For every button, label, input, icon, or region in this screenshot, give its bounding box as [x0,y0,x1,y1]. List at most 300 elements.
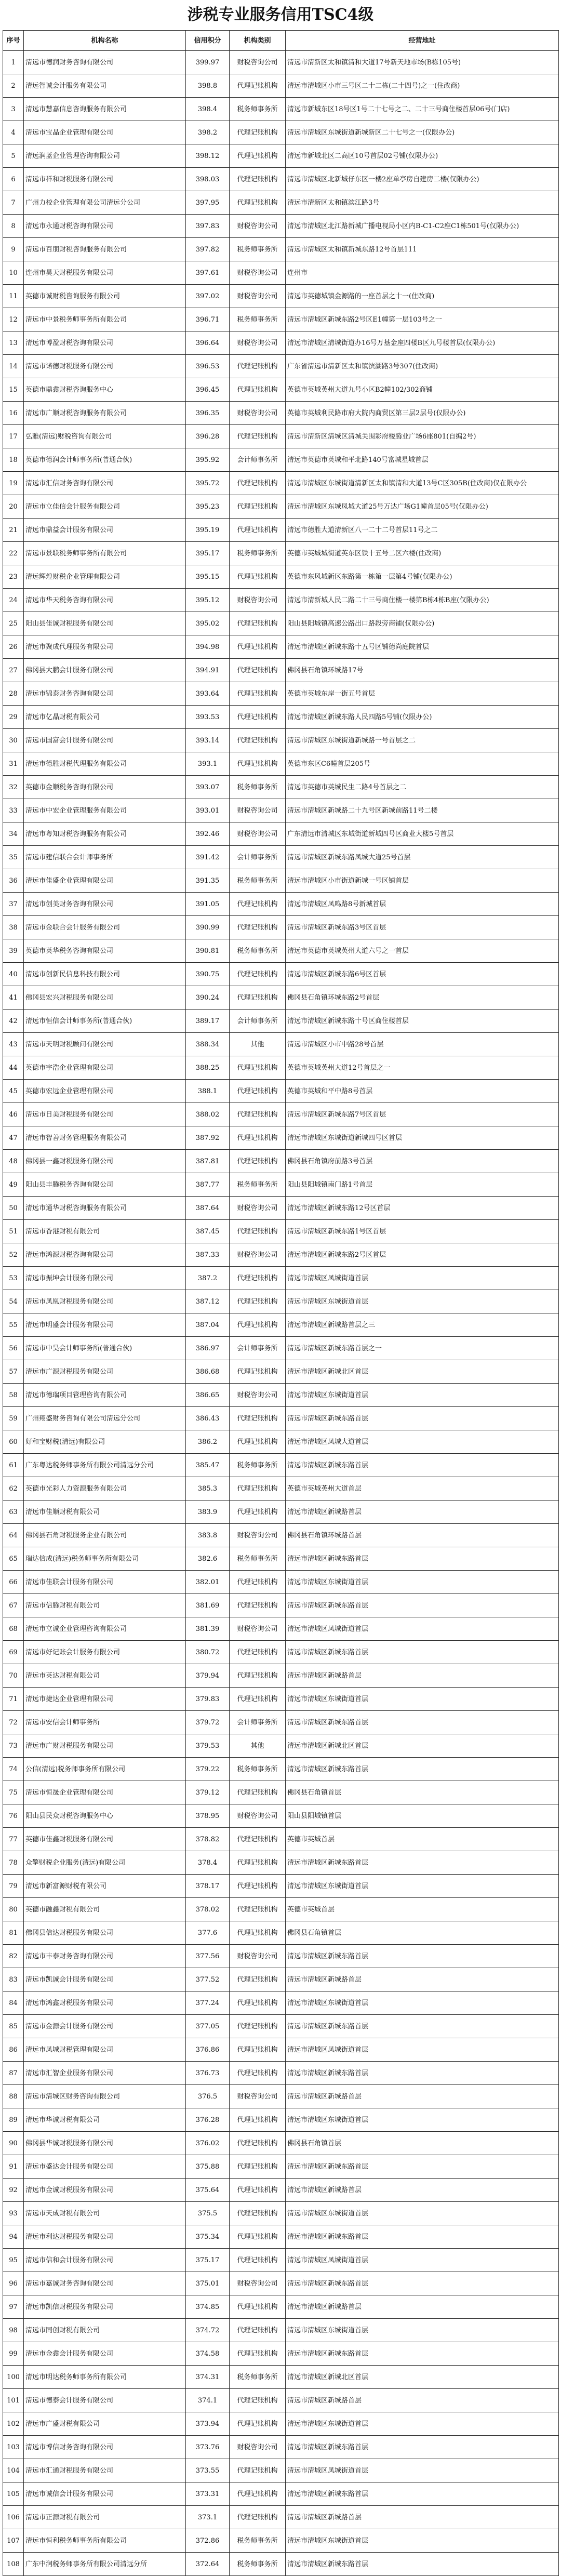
table-row [3,1197,559,1220]
cell-name: 清远市天明财税顾问有限公司 [24,1033,186,1056]
cell-type: 税务师事务所 [230,308,286,331]
table-row [3,1898,559,1921]
cell-name: 清远市信和会计服务有限公司 [24,2249,186,2272]
cell-score: 386.97 [186,1337,230,1360]
cell-type: 代理记账机构 [230,1407,286,1430]
cell-name: 英德市融鑫财税有限公司 [24,1898,186,1921]
cell-name: 清远市百朋财税咨询服务有限公司 [24,238,186,261]
cell-type: 代理记账机构 [230,1126,286,1150]
table-row [3,1056,559,1080]
table-row [3,1968,559,1991]
cell-name: 清远润蓝企业管理咨询有限公司 [24,144,186,168]
cell-score: 377.56 [186,1945,230,1968]
cell-address: 清远市清城区北新城仔东区一楼2座单亭房自建房二楼(仅限办公) [286,168,559,191]
cell-score: 382.01 [186,1571,230,1594]
cell-score: 398.8 [186,74,230,98]
cell-name: 清远市凤凰财税服务有限公司 [24,1290,186,1313]
cell-name: 清远市明达税务师事务所有限公司 [24,2366,186,2389]
cell-name: 清远市德瑞项目管理咨询有限公司 [24,1384,186,1407]
cell-score: 397.02 [186,285,230,308]
cell-score: 379.83 [186,1688,230,1711]
cell-index: 59 [3,1407,24,1430]
cell-index: 49 [3,1173,24,1197]
cell-index: 68 [3,1617,24,1641]
cell-type: 代理记账机构 [230,2202,286,2225]
table-row [3,635,559,659]
table-row [3,355,559,378]
cell-address: 英德市英城首层 [286,1828,559,1851]
cell-score: 398.4 [186,98,230,121]
cell-score: 397.95 [186,191,230,215]
cell-address: 阳山县阳城镇高速公路出口路段旁商铺(仅限办公) [286,612,559,635]
cell-address: 清远市清城区凤鸣路8号新城首层 [286,893,559,916]
cell-address: 清远市清城区东城街道首层 [286,2412,559,2436]
cell-address: 清远市清城区东城街道首层 [286,1290,559,1313]
table-row [3,1501,559,1524]
cell-score: 396.45 [186,378,230,402]
cell-name: 英德市金顺税务咨询有限公司 [24,776,186,799]
cell-index: 47 [3,1126,24,1150]
cell-score: 398.03 [186,168,230,191]
cell-name: 清远市德泰会计服务有限公司 [24,2389,186,2412]
cell-address: 清远市清城区凤城街道首层 [286,1617,559,1641]
table-row [3,1430,559,1454]
cell-score: 376.73 [186,2062,230,2085]
document-title: 涉税专业服务信用TSC4级 [187,6,374,24]
cell-address: 清远市清城区新城东路7号区首层 [286,1103,559,1126]
cell-index: 94 [3,2225,24,2249]
cell-type: 财税咨询公司 [230,1524,286,1547]
header-address: 经营地址 [286,31,559,51]
cell-address: 清远市清城区新城东路2号区E1幢第一层103号之一 [286,308,559,331]
cell-type: 财税咨询公司 [230,1243,286,1267]
cell-address: 英德市英城英州大道九号小区B2幢102/302商铺 [286,378,559,402]
cell-address: 清远市清城区小市三号区二十二栋(二十四号)之一(住改商) [286,74,559,98]
table-row [3,939,559,963]
cell-name: 清远市佳顺财税有限公司 [24,1501,186,1524]
cell-index: 2 [3,74,24,98]
cell-address: 清远市清城区新城东路首层 [286,2482,559,2506]
table-row [3,2295,559,2319]
cell-type: 会计师事务所 [230,1711,286,1734]
cell-index: 58 [3,1384,24,1407]
cell-address: 清远市清城区东城街道首层 [286,2108,559,2132]
cell-name: 广州翔盛财务咨询有限公司清远分公司 [24,1407,186,1430]
cell-address: 清远市清城区新城路首层 [286,2389,559,2412]
cell-address: 清远市清城区新城东路首层 [286,2225,559,2249]
table-body [3,51,559,2576]
cell-type: 代理记账机构 [230,893,286,916]
cell-type: 代理记账机构 [230,74,286,98]
header-type: 机构类别 [230,31,286,51]
table-row [3,215,559,238]
cell-address: 清远市清城区凤城街道首层 [286,2038,559,2062]
table-row [3,612,559,635]
cell-index: 93 [3,2202,24,2225]
cell-address: 佛冈县石角镇环城路首层 [286,1524,559,1547]
cell-score: 399.97 [186,51,230,74]
table-row [3,51,559,74]
cell-score: 374.72 [186,2319,230,2342]
cell-address: 清远市清城区东城街道清新区太和镇清和大道13号C区305B(住改商)仅在限办公 [286,472,559,495]
cell-score: 396.53 [186,355,230,378]
cell-type: 代理记账机构 [230,2108,286,2132]
cell-score: 391.42 [186,846,230,869]
cell-score: 375.64 [186,2179,230,2202]
cell-address: 清远市清城区清城街道办16号万基金座四楼B区九号楼首层(仅限办公) [286,331,559,355]
cell-index: 42 [3,1010,24,1033]
cell-score: 387.12 [186,1290,230,1313]
cell-index: 10 [3,261,24,285]
cell-type: 代理记账机构 [230,2295,286,2319]
cell-name: 佛冈县华诚财税服务有限公司 [24,2132,186,2155]
cell-address: 连州市 [286,261,559,285]
cell-type: 税务师事务所 [230,776,286,799]
cell-index: 11 [3,285,24,308]
cell-type: 会计师事务所 [230,1010,286,1033]
cell-name: 清远市创新民信息科技有限公司 [24,963,186,986]
cell-type: 代理记账机构 [230,2062,286,2085]
cell-index: 84 [3,1991,24,2015]
table-row [3,1781,559,1804]
cell-name: 清远市创美财务咨询有限公司 [24,893,186,916]
cell-index: 44 [3,1056,24,1080]
table-row [3,1524,559,1547]
table-row [3,1571,559,1594]
cell-score: 375.88 [186,2155,230,2179]
cell-score: 387.64 [186,1197,230,1220]
cell-type: 代理记账机构 [230,682,286,706]
cell-index: 12 [3,308,24,331]
cell-name: 瑞达信成(清远)税务师事务所有限公司 [24,1547,186,1571]
table-row [3,2179,559,2202]
cell-index: 27 [3,659,24,682]
cell-name: 佛冈县石角财税服务企业有限公司 [24,1524,186,1547]
cell-address: 清远市清城区新城东路首层 [286,2062,559,2085]
cell-name: 广州力校企业管理有限公司清远分公司 [24,191,186,215]
table-row [3,238,559,261]
cell-name: 清远市博盈财税咨询有限公司 [24,331,186,355]
cell-score: 386.2 [186,1430,230,1454]
cell-type: 税务师事务所 [230,238,286,261]
table-row [3,2319,559,2342]
cell-address: 阳山县阳城镇首层 [286,1804,559,1828]
cell-score: 375.01 [186,2272,230,2295]
cell-name: 清远市广源财税服务有限公司 [24,1360,186,1384]
cell-address: 清远市清城区凤城街道首层 [286,1267,559,1290]
cell-name: 清远市粤知财税咨询服务有限公司 [24,822,186,846]
cell-name: 清远市英达财税有限公司 [24,1664,186,1688]
cell-type: 财税咨询公司 [230,331,286,355]
cell-index: 48 [3,1150,24,1173]
cell-name: 清远市慧嘉信息咨询服务有限公司 [24,98,186,121]
cell-score: 388.25 [186,1056,230,1080]
cell-index: 40 [3,963,24,986]
cell-name: 清远市正源财税有限公司 [24,2506,186,2529]
table-row [3,2553,559,2576]
cell-score: 376.86 [186,2038,230,2062]
cell-address: 清远市清城区新城东路首层 [286,1851,559,1875]
cell-index: 14 [3,355,24,378]
cell-index: 54 [3,1290,24,1313]
table-row [3,706,559,729]
cell-index: 108 [3,2553,24,2576]
table-row [3,519,559,542]
cell-score: 387.04 [186,1313,230,1337]
cell-type: 代理记账机构 [230,2179,286,2202]
cell-score: 373.76 [186,2436,230,2459]
cell-type: 代理记账机构 [230,565,286,589]
cell-type: 代理记账机构 [230,1477,286,1501]
table-row [3,2085,559,2108]
cell-index: 61 [3,1454,24,1477]
cell-address: 佛冈县石角镇府前路3号首层 [286,1150,559,1173]
cell-score: 396.28 [186,425,230,448]
table-row [3,729,559,752]
cell-type: 代理记账机构 [230,1267,286,1290]
cell-score: 396.71 [186,308,230,331]
cell-address: 清远市英德城镇金源路的一座首层之十一(住改商) [286,285,559,308]
cell-name: 清远市立诚企业管理咨询有限公司 [24,1617,186,1641]
cell-type: 财税咨询公司 [230,402,286,425]
cell-name: 清远市凯诚会计服务有限公司 [24,1968,186,1991]
cell-address: 清远市清城区新城东路2号区首层 [286,1243,559,1267]
cell-name: 广东粤达税务师事务所有限公司清远分公司 [24,1454,186,1477]
cell-type: 代理记账机构 [230,2155,286,2179]
cell-score: 394.91 [186,659,230,682]
cell-type: 财税咨询公司 [230,2085,286,2108]
cell-score: 393.01 [186,799,230,822]
cell-index: 101 [3,2389,24,2412]
cell-type: 代理记账机构 [230,1313,286,1337]
cell-address: 清远市清城区东城凤城大道25号万达广场G1幢首层05号(仅限办公) [286,495,559,519]
cell-type: 代理记账机构 [230,1150,286,1173]
cell-name: 英德市诚财税咨询服务有限公司 [24,285,186,308]
cell-index: 31 [3,752,24,776]
cell-address: 佛冈县石角镇首层 [286,1781,559,1804]
cell-name: 英德市鼎鑫财税咨询服务中心 [24,378,186,402]
header-name: 机构名称 [24,31,186,51]
cell-name: 清远市嘉诚财务咨询有限公司 [24,2272,186,2295]
cell-score: 373.31 [186,2482,230,2506]
cell-index: 7 [3,191,24,215]
cell-index: 76 [3,1804,24,1828]
cell-index: 45 [3,1080,24,1103]
cell-type: 代理记账机构 [230,2319,286,2342]
cell-name: 清远市安信会计师事务所 [24,1711,186,1734]
cell-index: 88 [3,2085,24,2108]
cell-name: 清远市广财财税服务有限公司 [24,1734,186,1758]
cell-address: 清远市清城区新城东路首层 [286,1711,559,1734]
cell-score: 379.12 [186,1781,230,1804]
cell-name: 英德市英华税务咨询有限公司 [24,939,186,963]
cell-type: 财税咨询公司 [230,1945,286,1968]
cell-name: 清远市明盛会计服务有限公司 [24,1313,186,1337]
cell-type: 税务师事务所 [230,98,286,121]
cell-index: 98 [3,2319,24,2342]
cell-type: 代理记账机构 [230,986,286,1010]
table-row [3,1173,559,1197]
cell-name: 清远市鸿鑫财税服务有限公司 [24,1991,186,2015]
cell-name: 清远市诚信会计服务有限公司 [24,2482,186,2506]
table-row [3,542,559,565]
cell-name: 清远市佳联会计服务有限公司 [24,1571,186,1594]
cell-name: 清远辉煌财税企业管理有限公司 [24,565,186,589]
cell-score: 377.52 [186,1968,230,1991]
cell-score: 373.55 [186,2459,230,2482]
cell-name: 连州市昊天财税服务有限公司 [24,261,186,285]
cell-type: 代理记账机构 [230,519,286,542]
cell-name: 清远市聚成代理服务有限公司 [24,635,186,659]
cell-type: 财税咨询公司 [230,1197,286,1220]
cell-type: 代理记账机构 [230,472,286,495]
cell-score: 379.22 [186,1758,230,1781]
cell-address: 清远市清城区新城东路首层 [286,2436,559,2459]
cell-index: 28 [3,682,24,706]
cell-address: 广东省清远市清新区太和镇滨湖路3号307(住改商) [286,355,559,378]
cell-index: 22 [3,542,24,565]
cell-index: 50 [3,1197,24,1220]
cell-address: 清远市清城区新城东路首层 [286,1758,559,1781]
cell-address: 清远市清城区新城东路首层 [286,1407,559,1430]
cell-index: 43 [3,1033,24,1056]
table-row [3,776,559,799]
cell-index: 33 [3,799,24,822]
cell-name: 清远市中昊会计师事务所(普通合伙) [24,1337,186,1360]
table-row [3,378,559,402]
cell-address: 清远市清城区新城东路十号区商住楼首层 [286,1010,559,1033]
cell-address: 清远市清城区新城东路6号区首层 [286,963,559,986]
cell-type: 财税咨询公司 [230,261,286,285]
cell-index: 3 [3,98,24,121]
cell-address: 清远市清城区新城北区首层 [286,1360,559,1384]
cell-score: 383.9 [186,1501,230,1524]
cell-name: 佛冈县信达财税服务有限公司 [24,1921,186,1945]
table-row [3,1804,559,1828]
cell-name: 清远市金诚财税服务有限公司 [24,2179,186,2202]
cell-type: 财税咨询公司 [230,2436,286,2459]
cell-score: 387.81 [186,1150,230,1173]
cell-score: 398.2 [186,121,230,144]
cell-type: 代理记账机构 [230,1220,286,1243]
cell-address: 清远市清城区新城路首层 [286,2085,559,2108]
cell-name: 清远市天成财税有限公司 [24,2202,186,2225]
cell-address: 清远市新城北区二高区10号首层02号铺(仅限办公) [286,144,559,168]
table-row [3,1360,559,1384]
cell-index: 73 [3,1734,24,1758]
table-row [3,2155,559,2179]
cell-name: 清远市盛达会计服务有限公司 [24,2155,186,2179]
cell-index: 25 [3,612,24,635]
cell-type: 财税咨询公司 [230,2272,286,2295]
cell-score: 374.31 [186,2366,230,2389]
cell-index: 81 [3,1921,24,1945]
table-row [3,121,559,144]
cell-address: 清远市清城区新城东路首层 [286,2015,559,2038]
cell-score: 390.99 [186,916,230,939]
table-row [3,1875,559,1898]
table-row [3,472,559,495]
cell-name: 清远市亿晶财税有限公司 [24,706,186,729]
cell-name: 清远市振坤会计服务有限公司 [24,1267,186,1290]
cell-index: 80 [3,1898,24,1921]
cell-address: 清远市清城区小市街道新城一号区铺首层 [286,869,559,893]
cell-name: 清远市广盛财税有限公司 [24,2412,186,2436]
table-row [3,98,559,121]
cell-score: 393.1 [186,752,230,776]
cell-address: 清远市清城区新城东路首层 [286,2272,559,2295]
cell-name: 佛冈县宏兴财税服务有限公司 [24,986,186,1010]
cell-address: 清远市清城区小市中路28号首层 [286,1033,559,1056]
table-row [3,1828,559,1851]
cell-type: 其他 [230,1734,286,1758]
cell-type: 财税咨询公司 [230,51,286,74]
cell-index: 79 [3,1875,24,1898]
table-row [3,2132,559,2155]
cell-name: 清远市祥和财税服务有限公司 [24,168,186,191]
cell-index: 105 [3,2482,24,2506]
cell-index: 106 [3,2506,24,2529]
cell-address: 清远市英德市英城民生二路4号首层之二 [286,776,559,799]
cell-address: 佛冈县石角镇首层 [286,1921,559,1945]
cell-address: 清远市清城区新城路首层 [286,2179,559,2202]
cell-address: 清远市清城区东城街道首层 [286,1875,559,1898]
cell-score: 390.81 [186,939,230,963]
cell-address: 清远市清城区东城街道首层 [286,2529,559,2553]
cell-address: 清远市清城区东城街道首层 [286,1384,559,1407]
cell-score: 381.39 [186,1617,230,1641]
table-row [3,1547,559,1571]
cell-score: 378.95 [186,1804,230,1828]
cell-name: 众擎财税企业服务(清远)有限公司 [24,1851,186,1875]
cell-address: 清远市清城区新城东路首层之一 [286,1337,559,1360]
cell-name: 清远市新富源财税有限公司 [24,1875,186,1898]
cell-score: 377.05 [186,2015,230,2038]
table-row [3,589,559,612]
table-row [3,565,559,589]
cell-address: 清远市清城区新城路首层 [286,1968,559,1991]
cell-score: 376.28 [186,2108,230,2132]
cell-type: 代理记账机构 [230,1991,286,2015]
cell-name: 清远市中宏企业管理服务有限公司 [24,799,186,822]
cell-address: 英德市东区C6幢首层205号 [286,752,559,776]
cell-address: 清远市清城区新城北区首层 [286,1734,559,1758]
cell-index: 107 [3,2529,24,2553]
table-row [3,402,559,425]
cell-type: 代理记账机构 [230,168,286,191]
cell-name: 阳山县丰腾税务咨询有限公司 [24,1173,186,1197]
cell-type: 代理记账机构 [230,2249,286,2272]
cell-name: 阳山县民众财税咨询服务中心 [24,1804,186,1828]
cell-score: 385.47 [186,1454,230,1477]
cell-name: 清远市智善财务管理服务有限公司 [24,1126,186,1150]
cell-score: 396.35 [186,402,230,425]
cell-type: 代理记账机构 [230,1594,286,1617]
table-row [3,2529,559,2553]
cell-score: 387.33 [186,1243,230,1267]
cell-score: 393.07 [186,776,230,799]
header-score: 信用积分 [186,31,230,51]
cell-name: 佛冈县大鹏会计服务有限公司 [24,659,186,682]
cell-address: 清远市清城区东城街道首层 [286,2319,559,2342]
table-row [3,261,559,285]
cell-index: 39 [3,939,24,963]
cell-name: 英德市光彩人力资源服务有限公司 [24,1477,186,1501]
cell-index: 87 [3,2062,24,2085]
cell-score: 395.17 [186,542,230,565]
cell-score: 387.2 [186,1267,230,1290]
cell-score: 372.64 [186,2553,230,2576]
